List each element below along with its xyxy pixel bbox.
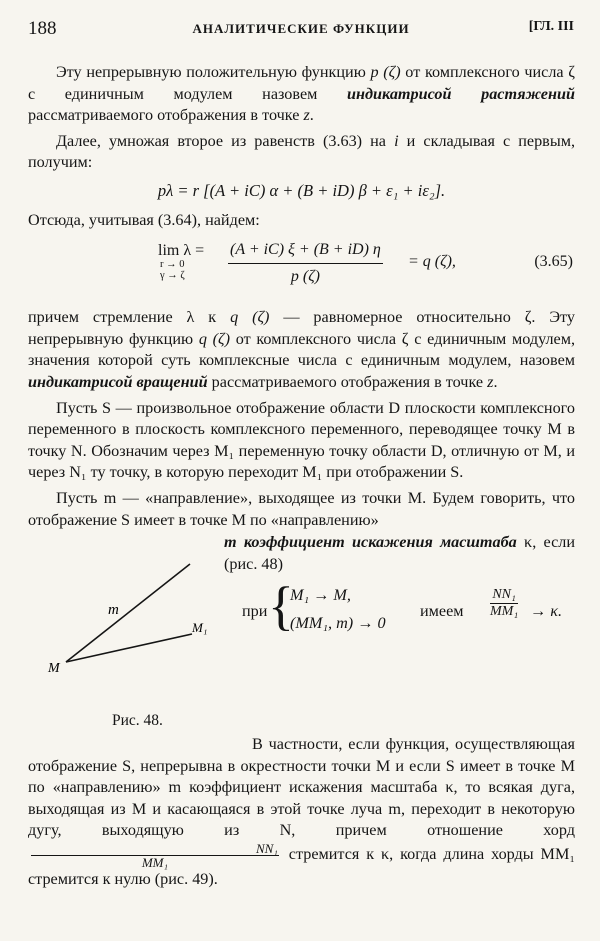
paragraph-multiply: Далее, умножая второе из равенств (3.63) на i и складывая с первым, получим: bbox=[28, 131, 575, 172]
paragraph-distortion-term: m коэффициент искажения масштаба κ, если (рис. 48) bbox=[224, 532, 576, 573]
ray-m bbox=[66, 564, 190, 662]
figure-caption: Рис. 48. bbox=[112, 711, 163, 729]
chord-ratio-fraction: $\frac{\text{NN₁}}{\text{MM₁}}$ bbox=[31, 842, 279, 869]
paragraph-direction: Пусть m — «направление», выходящее из точки M. Будем говорить, что отображение S имеет в точке M по «направлению» bbox=[28, 488, 575, 529]
left-brace-icon: { bbox=[268, 576, 294, 637]
page-body bbox=[28, 62, 575, 890]
chapter-label: [ГЛ. III bbox=[528, 19, 574, 34]
figure-label-M: M bbox=[48, 660, 60, 676]
condition-limit: → κ. bbox=[530, 602, 563, 621]
condition-line-1: M₁ → M, bbox=[290, 586, 351, 605]
fraction-denominator: p (ζ) bbox=[290, 267, 320, 285]
condition-line-2: (MM₁, m) → 0 bbox=[290, 614, 386, 633]
figure-label-M1: M₁ bbox=[192, 619, 208, 635]
fraction-numerator: (A + iC) ξ + (B + iD) η bbox=[228, 239, 383, 264]
equation-rhs: = q (ζ), bbox=[408, 253, 456, 271]
equation-3-65 bbox=[28, 235, 575, 305]
limit-fraction bbox=[228, 239, 383, 287]
limit-operator: lim λ = r → 0 γ → ζ bbox=[158, 242, 205, 282]
paragraph-dilation-indicatrix: Эту непрерывную положительную функцию p (ζ) от комплексного числа ζ с единичным модулем назовем индикатрисой растяжений рассматриваемого отображения в точке z. bbox=[28, 63, 576, 125]
formula-p-lambda: pλ = r [(A + iC) α + (B + iD) β + ε₁ + iε₂]. bbox=[157, 180, 446, 200]
condition-have: имеем bbox=[420, 602, 464, 621]
running-title: АНАЛИТИЧЕСКИЕ ФУНКЦИИ bbox=[192, 21, 410, 36]
figure-region bbox=[28, 488, 576, 729]
ratio-fraction: NN₁ MM₁ bbox=[490, 587, 519, 620]
limit-condition-r: r → 0 bbox=[160, 259, 185, 271]
paragraph-hence: Отсюда, учитывая (3.64), найдем: bbox=[28, 210, 260, 229]
paragraph-rotation-indicatrix: причем стремление λ к q (ζ) — равномерное относительно ζ. Эту непрерывную функцию q (ζ) от комплексного числа ζ с единичным модулем, значения которой суть комплексные числа с единичным модулем, назовем индикатрисой вращений рассматриваемого отображения в точке z. bbox=[28, 308, 575, 391]
page-number: 188 bbox=[28, 18, 57, 39]
equation-number: (3.65) bbox=[534, 253, 573, 271]
figure-side-text bbox=[224, 532, 575, 641]
condition-when: при bbox=[242, 602, 268, 621]
condition-block bbox=[224, 576, 575, 641]
limit-condition-gamma: γ → ζ bbox=[160, 270, 185, 282]
figure-label-m: m bbox=[108, 601, 119, 618]
figure-48-diagram bbox=[40, 532, 230, 682]
paragraph-in-particular: В частности, если функция, осуществляющая отображение S, непрерывна в окрестности точки M и если S имеет в точке M по «направлению» m коэффициент искажения масштаба κ, то всякая дуга, выходящая из M и касающаяся в этой точке луча m, переходит в некоторую дугу, выходящую из N, причем отношение хорд $\frac{\text{NN₁}}{\text{MM₁}}$ стремится к κ, когда длина хорды MM₁ стремится к нулю (рис. 49). bbox=[28, 734, 575, 888]
running-header bbox=[28, 18, 574, 44]
paragraph-mapping-s: Пусть S — произвольное отображение области D плоскости комплексного переменного в плоскость комплексного переменного, переводящее точку M в точку N. Обозначим через M₁ переменную точку области D, отличную от M, и через N₁ ту точку, в которую переходит M₁ при отображении S. bbox=[28, 398, 575, 482]
